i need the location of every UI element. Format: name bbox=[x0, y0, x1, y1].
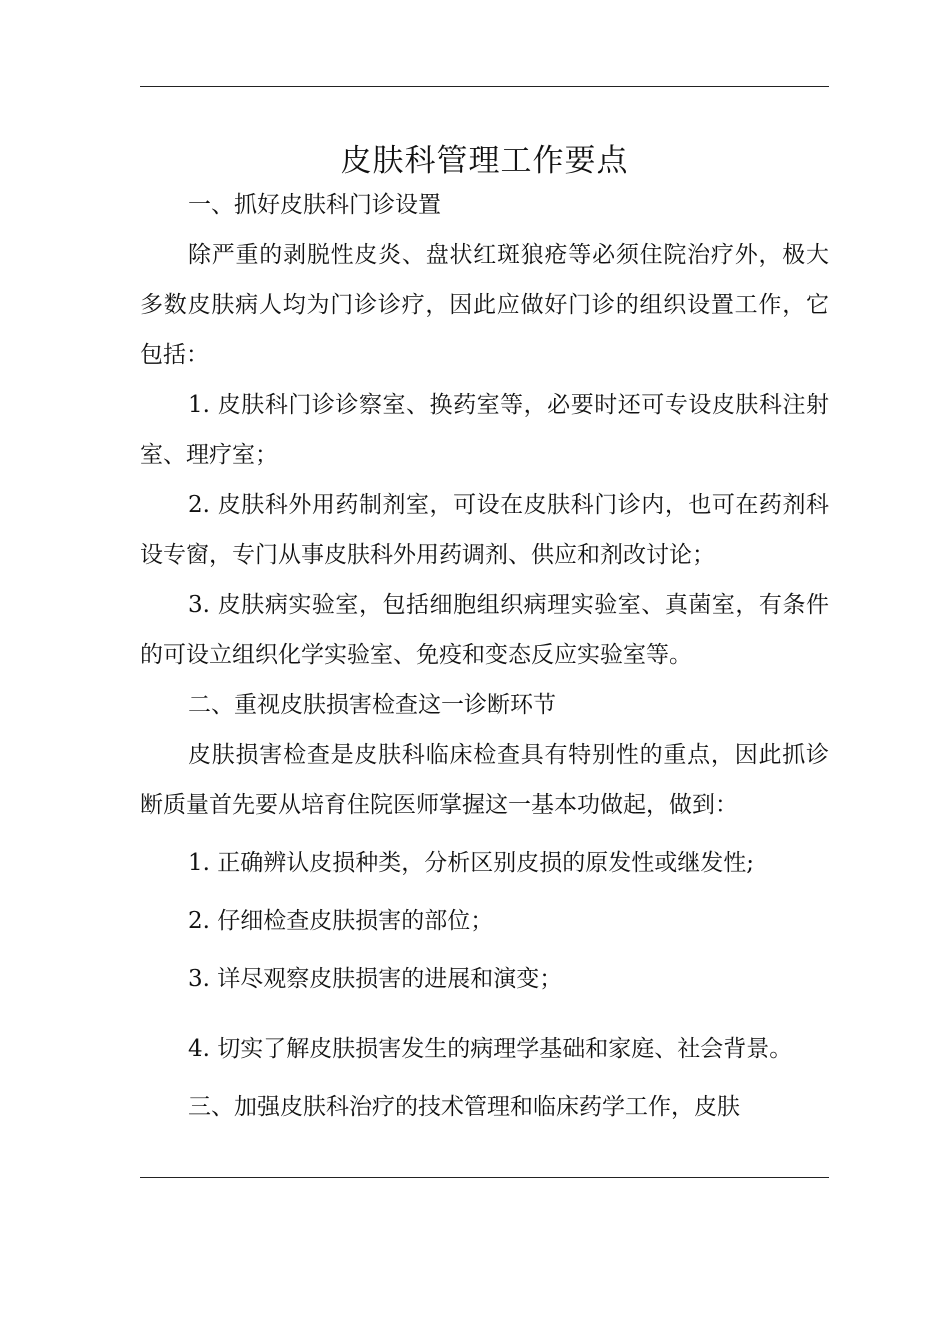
list-item-3: 3. 皮肤病实验室，包括细胞组织病理实验室、真菌室，有条件的可设立组织化学实验室、免疫和变态反应实验室等。 bbox=[140, 592, 829, 668]
list-item-4: 4. 切实了解皮肤损害发生的病理学基础和家庭、社会背景。 bbox=[188, 1036, 793, 1062]
section-heading-1: 一、抓好皮肤科门诊设置 bbox=[188, 192, 441, 218]
paragraph-intro: 除严重的剥脱性皮炎、盘状红斑狼疮等必须住院治疗外，极大多数皮肤病人均为门诊诊疗，因此应做好门诊的组织设置工作，它包括： bbox=[140, 242, 829, 368]
document-body bbox=[140, 180, 829, 1132]
header-rule bbox=[140, 86, 829, 87]
section-heading-2: 二、重视皮肤损害检查这一诊断环节 bbox=[188, 692, 556, 718]
list-item-3: 3. 详尽观察皮肤损害的进展和演变； bbox=[188, 966, 563, 992]
list-item-2: 2. 皮肤科外用药制剂室，可设在皮肤科门诊内，也可在药剂科设专窗，专门从事皮肤科外用药调剂、供应和剂改讨论； bbox=[140, 492, 829, 568]
list-item-1: 1. 正确辨认皮损种类，分析区别皮损的原发性或继发性; bbox=[188, 850, 755, 876]
list-item-1: 1. 皮肤科门诊诊察室、换药室等，必要时还可专设皮肤科注射室、理疗室； bbox=[140, 392, 829, 468]
footer-rule bbox=[140, 1177, 829, 1178]
paragraph-exam: 皮肤损害检查是皮肤科临床检查具有特别性的重点，因此抓诊断质量首先要从培育住院医师掌握这一基本功做起，做到： bbox=[140, 742, 829, 818]
document-title: 皮肤科管理工作要点 bbox=[340, 142, 629, 179]
section-heading-3: 三、加强皮肤科治疗的技术管理和临床药学工作，皮肤 bbox=[188, 1094, 740, 1120]
list-item-2: 2. 仔细检查皮肤损害的部位； bbox=[188, 908, 494, 934]
